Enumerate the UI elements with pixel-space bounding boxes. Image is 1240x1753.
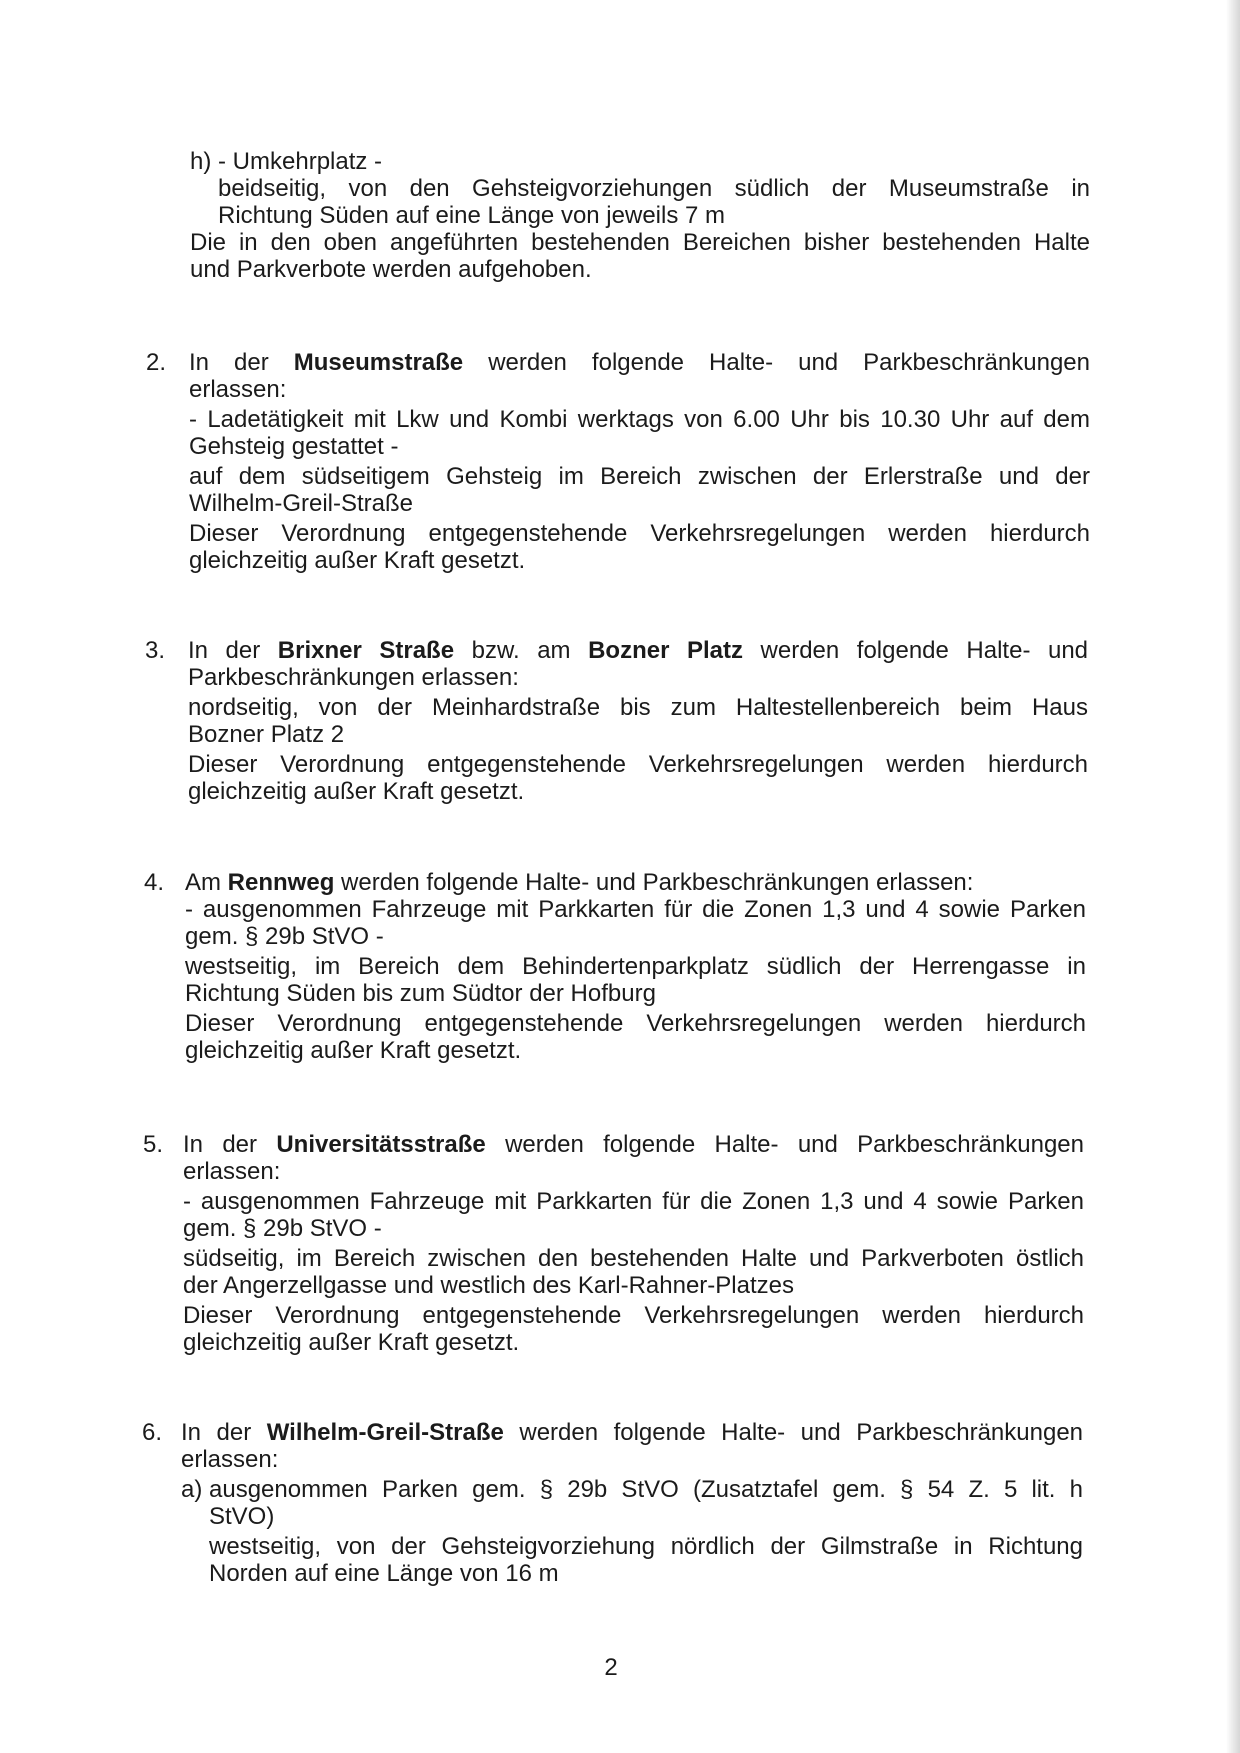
- item-5-street: Universitätsstraße: [276, 1131, 486, 1158]
- item-5-number: 5.: [142, 1131, 163, 1158]
- section-h-line2: Richtung Süden auf eine Länge von jeweils 7 m: [218, 202, 725, 229]
- item-6-post: werden folgende Halte- und Parkbeschränkungen: [519, 1419, 1084, 1446]
- item-6-sub-line3: westseitig, von der Gehsteigvorziehung nördlich der Gilmstraße in Richtung: [209, 1533, 1083, 1560]
- item-3: [188, 637, 1088, 805]
- item-3-line2: Parkbeschränkungen erlassen:: [188, 664, 519, 691]
- item-5-line8: gleichzeitig außer Kraft gesetzt.: [183, 1329, 520, 1356]
- item-2-line6: Wilhelm-Greil-Straße: [189, 490, 414, 517]
- item-6: [181, 1419, 1083, 1587]
- item-4-number: 4.: [143, 869, 164, 896]
- item-4-line7: gleichzeitig außer Kraft gesetzt.: [185, 1037, 522, 1064]
- item-6-number: 6.: [141, 1419, 162, 1446]
- item-2-line3: - Ladetätigkeit mit Lkw und Kombi werktags von 6.00 Uhr bis 10.30 Uhr auf dem: [189, 406, 1090, 433]
- item-2-line4: Gehsteig gestattet -: [189, 433, 399, 460]
- item-4-pre: Am: [185, 869, 221, 896]
- item-5-line2: erlassen:: [183, 1158, 281, 1185]
- item-2-number: 2.: [145, 349, 166, 376]
- item-3-number: 3.: [144, 637, 165, 664]
- item-4: [185, 869, 1086, 1064]
- item-6-line2: erlassen:: [181, 1446, 279, 1473]
- item-2-line2: erlassen:: [189, 376, 287, 403]
- item-2-street: Museumstraße: [293, 349, 464, 376]
- item-4-post: werden folgende Halte- und Parkbeschränkungen erlassen:: [341, 869, 974, 896]
- item-2-line7: Dieser Verordnung entgegenstehende Verkehrsregelungen werden hierdurch: [189, 520, 1090, 547]
- item-6-sub-line2: StVO): [209, 1503, 275, 1530]
- item-3-line5: Dieser Verordnung entgegenstehende Verkehrsregelungen werden hierdurch: [188, 751, 1088, 778]
- item-3-line4: Bozner Platz 2: [188, 721, 345, 748]
- item-5-line6: der Angerzellgasse und westlich des Karl-Rahner-Platzes: [183, 1272, 794, 1299]
- item-2-line5: auf dem südseitigem Gehsteig im Bereich zwischen der Erlerstraße und der: [189, 463, 1090, 490]
- item-3-post: werden folgende Halte- und: [760, 637, 1089, 664]
- item-3-mid: bzw. am: [471, 637, 571, 664]
- item-4-line3: gem. § 29b StVO -: [185, 923, 384, 950]
- item-3-line3: nordseitig, von der Meinhardstraße bis zum Haltestellenbereich beim Haus: [188, 694, 1088, 721]
- item-4-line4: westseitig, im Bereich dem Behindertenparkplatz südlich der Herrengasse in: [185, 953, 1086, 980]
- section-h-line4: und Parkverbote werden aufgehoben.: [190, 256, 592, 283]
- item-5-post: werden folgende Halte- und Parkbeschränkungen: [505, 1131, 1084, 1158]
- item-2-line8: gleichzeitig außer Kraft gesetzt.: [189, 547, 526, 574]
- item-4-street: Rennweg: [227, 869, 335, 896]
- item-5-line4: gem. § 29b StVO -: [183, 1215, 382, 1242]
- item-3-pre: In der: [188, 637, 261, 664]
- item-3-street-brixner: Brixner Straße: [277, 637, 455, 664]
- item-4-line2: - ausgenommen Fahrzeuge mit Parkkarten für die Zonen 1,3 und 4 sowie Parken: [185, 896, 1086, 923]
- item-5: [183, 1131, 1084, 1356]
- item-5-line3: - ausgenommen Fahrzeuge mit Parkkarten für die Zonen 1,3 und 4 sowie Parken: [183, 1188, 1084, 1215]
- item-4-line5: Richtung Süden bis zum Südtor der Hofburg: [185, 980, 656, 1007]
- item-5-line7: Dieser Verordnung entgegenstehende Verkehrsregelungen werden hierdurch: [183, 1302, 1084, 1329]
- section-h-title: - Umkehrplatz -: [218, 148, 383, 175]
- section-h: [190, 148, 1090, 283]
- item-6-subitem-a: [181, 1476, 1083, 1587]
- item-6-sub-line1: ausgenommen Parken gem. § 29b StVO (Zusatztafel gem. § 54 Z. 5 lit. h: [209, 1476, 1083, 1503]
- section-h-label: h): [190, 148, 212, 175]
- item-2-post: werden folgende Halte- und Parkbeschränkungen: [488, 349, 1090, 376]
- item-5-pre: In der: [183, 1131, 258, 1158]
- item-5-line5: südseitig, im Bereich zwischen den bestehenden Halte und Parkverboten östlich: [183, 1245, 1084, 1272]
- section-h-line1: beidseitig, von den Gehsteigvorziehungen südlich der Museumstraße in: [218, 175, 1090, 202]
- item-4-line6: Dieser Verordnung entgegenstehende Verkehrsregelungen werden hierdurch: [185, 1010, 1086, 1037]
- page-number: 2: [604, 1654, 618, 1681]
- item-3-line6: gleichzeitig außer Kraft gesetzt.: [188, 778, 525, 805]
- item-6-street: Wilhelm-Greil-Straße: [266, 1419, 504, 1446]
- scanned-page-edge: [1226, 0, 1240, 1753]
- item-2: [189, 349, 1090, 574]
- item-6-sub-line4: Norden auf eine Länge von 16 m: [209, 1560, 559, 1587]
- item-6-pre: In der: [181, 1419, 252, 1446]
- item-6-sub-label: a): [181, 1476, 203, 1503]
- item-2-pre: In der: [189, 349, 269, 376]
- item-3-street-bozner: Bozner Platz: [588, 637, 743, 664]
- section-h-line3: Die in den oben angeführten bestehenden Bereichen bisher bestehenden Halte: [190, 229, 1090, 256]
